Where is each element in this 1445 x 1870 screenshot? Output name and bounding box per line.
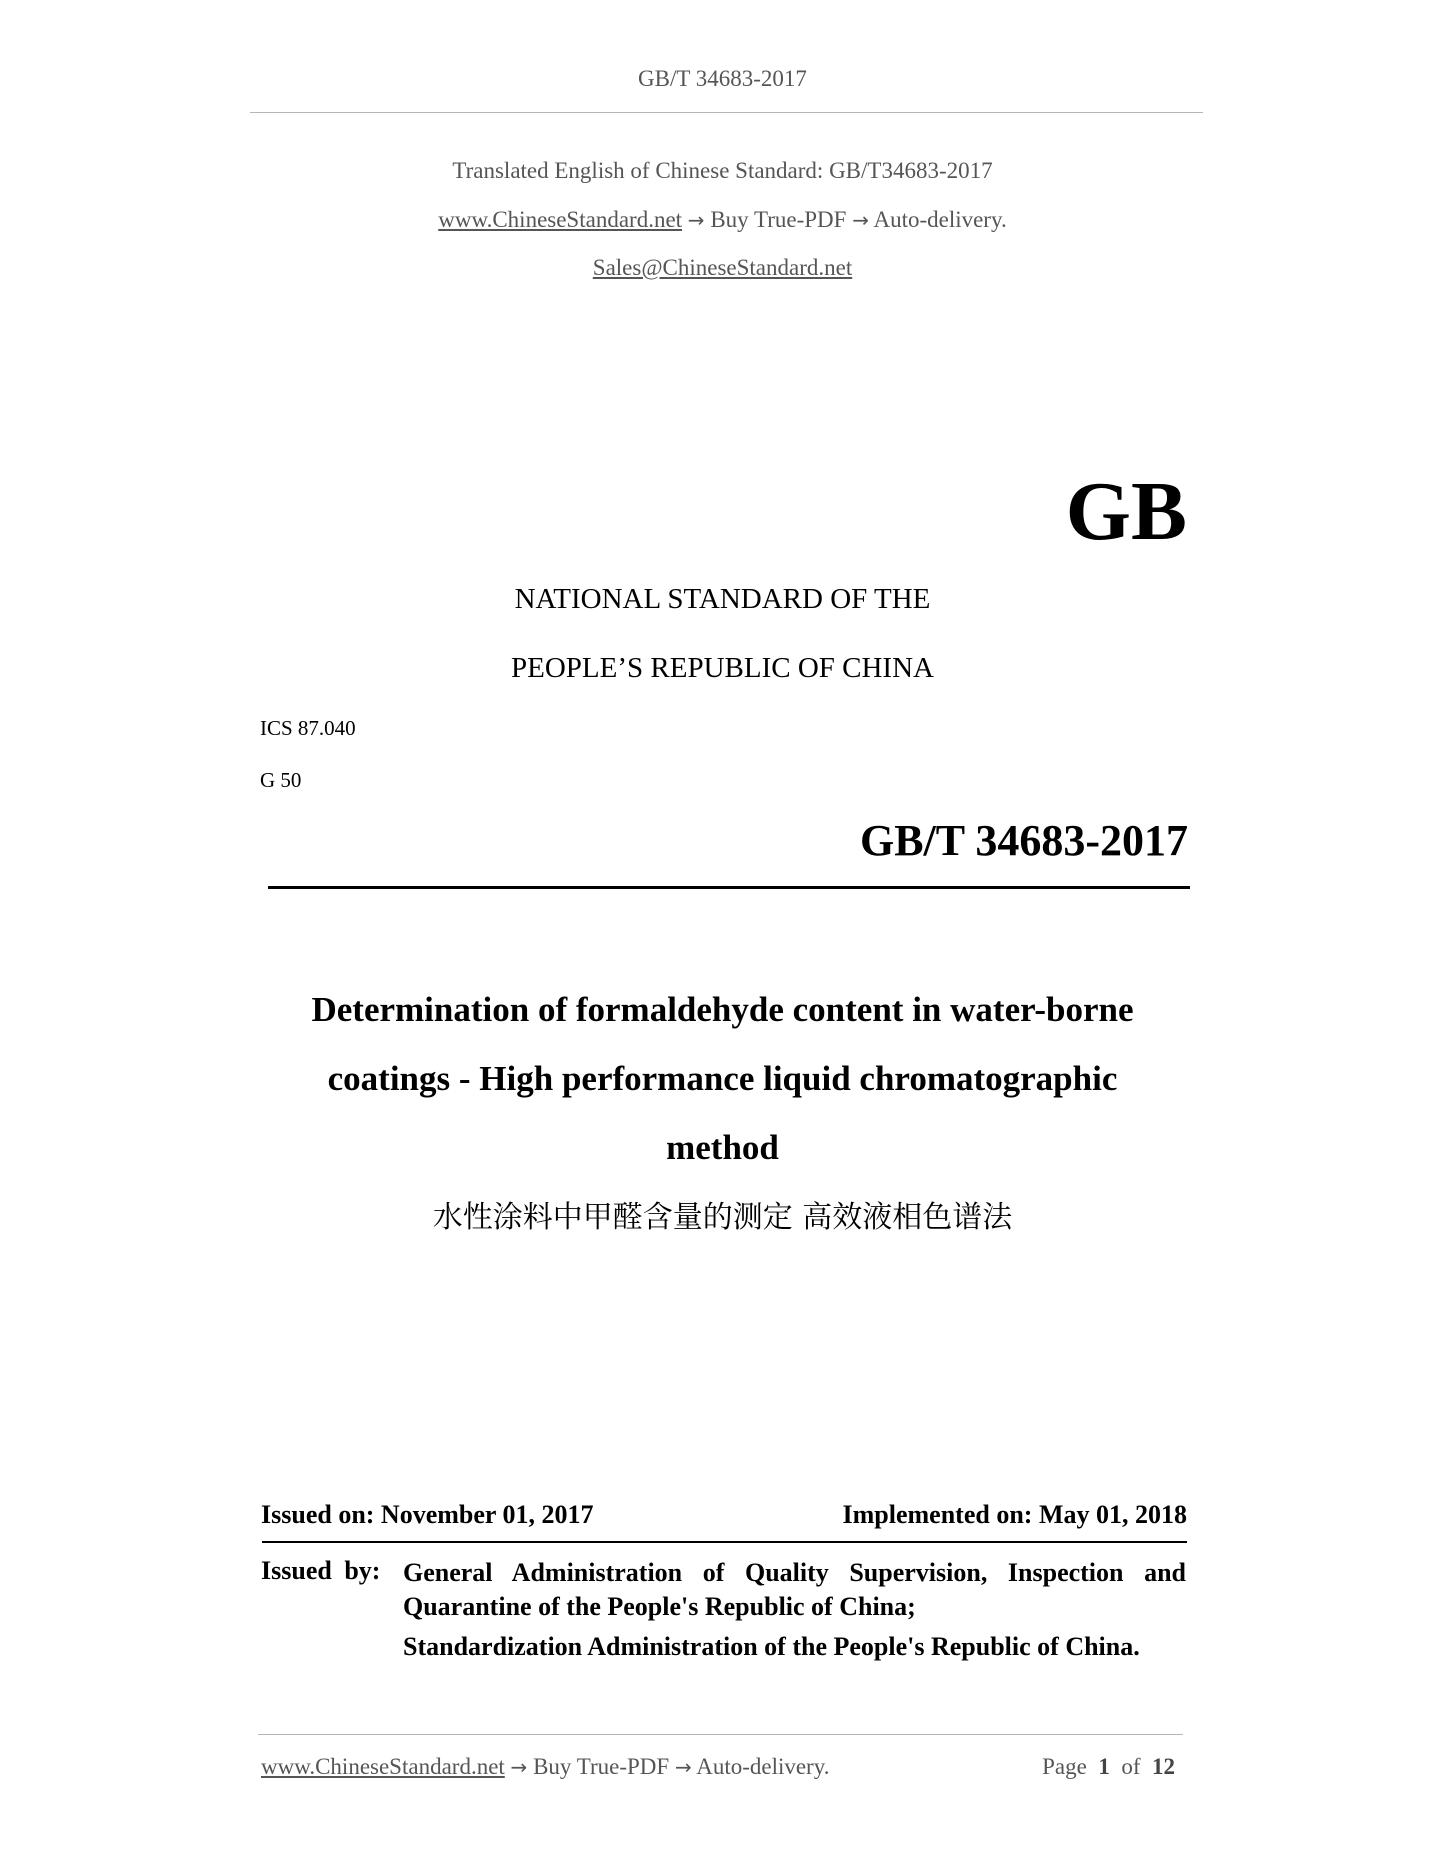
footer-site-link[interactable]: www.ChineseStandard.net bbox=[261, 1754, 505, 1779]
english-title-line1: Determination of formaldehyde content in water-borne bbox=[311, 990, 1134, 1029]
issued-by-label: Issued by: bbox=[261, 1556, 381, 1585]
footer-delivery-text: Auto-delivery. bbox=[696, 1754, 830, 1779]
national-standard-line1: NATIONAL STANDARD OF THE bbox=[514, 583, 931, 615]
page-indicator bbox=[1042, 1754, 1175, 1780]
running-header: GB/T 34683-2017 bbox=[638, 66, 807, 91]
page-label: Page bbox=[1042, 1754, 1087, 1779]
arrow-right-icon: → bbox=[674, 1755, 692, 1779]
issued-by-organization-2: Standardization Administration of the People's Republic of China. bbox=[403, 1632, 1140, 1661]
footer-links bbox=[261, 1754, 829, 1780]
page-total: 12 bbox=[1152, 1754, 1175, 1779]
promo-delivery-text: Auto-delivery. bbox=[873, 207, 1007, 232]
arrow-right-icon: → bbox=[852, 208, 869, 232]
arrow-right-icon: → bbox=[687, 208, 705, 232]
promo-links bbox=[0, 207, 1445, 233]
promo-buy-text: Buy True-PDF bbox=[710, 207, 847, 232]
issued-by-org1-line1: General Administration of Quality Supervision, Inspection and bbox=[403, 1558, 1186, 1587]
implemented-on-date: Implemented on: May 01, 2018 bbox=[842, 1500, 1187, 1529]
promo-email-row bbox=[0, 255, 1445, 281]
translated-label: Translated English of Chinese Standard: GB/T34683-2017 bbox=[452, 158, 993, 183]
issued-on-date: Issued on: November 01, 2017 bbox=[261, 1500, 594, 1529]
page-of: of bbox=[1121, 1754, 1141, 1779]
header-divider bbox=[250, 112, 1203, 113]
footer-buy-text: Buy True-PDF bbox=[533, 1754, 670, 1779]
chinese-title: 水性涂料中甲醛含量的测定 高效液相色谱法 bbox=[432, 1200, 1013, 1235]
page-current: 1 bbox=[1098, 1754, 1110, 1779]
national-standard-line2: PEOPLE’S REPUBLIC OF CHINA bbox=[511, 652, 934, 684]
sales-email-link[interactable]: Sales@ChineseStandard.net bbox=[592, 255, 853, 280]
ics-code: ICS 87.040 bbox=[260, 716, 356, 740]
issued-by-organization-1 bbox=[403, 1556, 1186, 1624]
english-title-line2: coatings - High performance liquid chromatographic bbox=[327, 1059, 1118, 1098]
english-title-line3: method bbox=[666, 1128, 779, 1167]
standard-number-rule bbox=[268, 886, 1190, 889]
gb-mark: GB bbox=[1065, 465, 1187, 558]
promo-site-link[interactable]: www.ChineseStandard.net bbox=[438, 207, 683, 232]
classification-code: G 50 bbox=[260, 768, 302, 792]
issued-by-org1-line2: Quarantine of the People's Republic of China; bbox=[403, 1592, 916, 1621]
arrow-right-icon: → bbox=[510, 1755, 528, 1779]
dates-rule bbox=[262, 1541, 1187, 1543]
standard-number: GB/T 34683-2017 bbox=[859, 816, 1188, 865]
footer-divider bbox=[258, 1734, 1183, 1735]
english-title bbox=[0, 975, 1445, 1182]
